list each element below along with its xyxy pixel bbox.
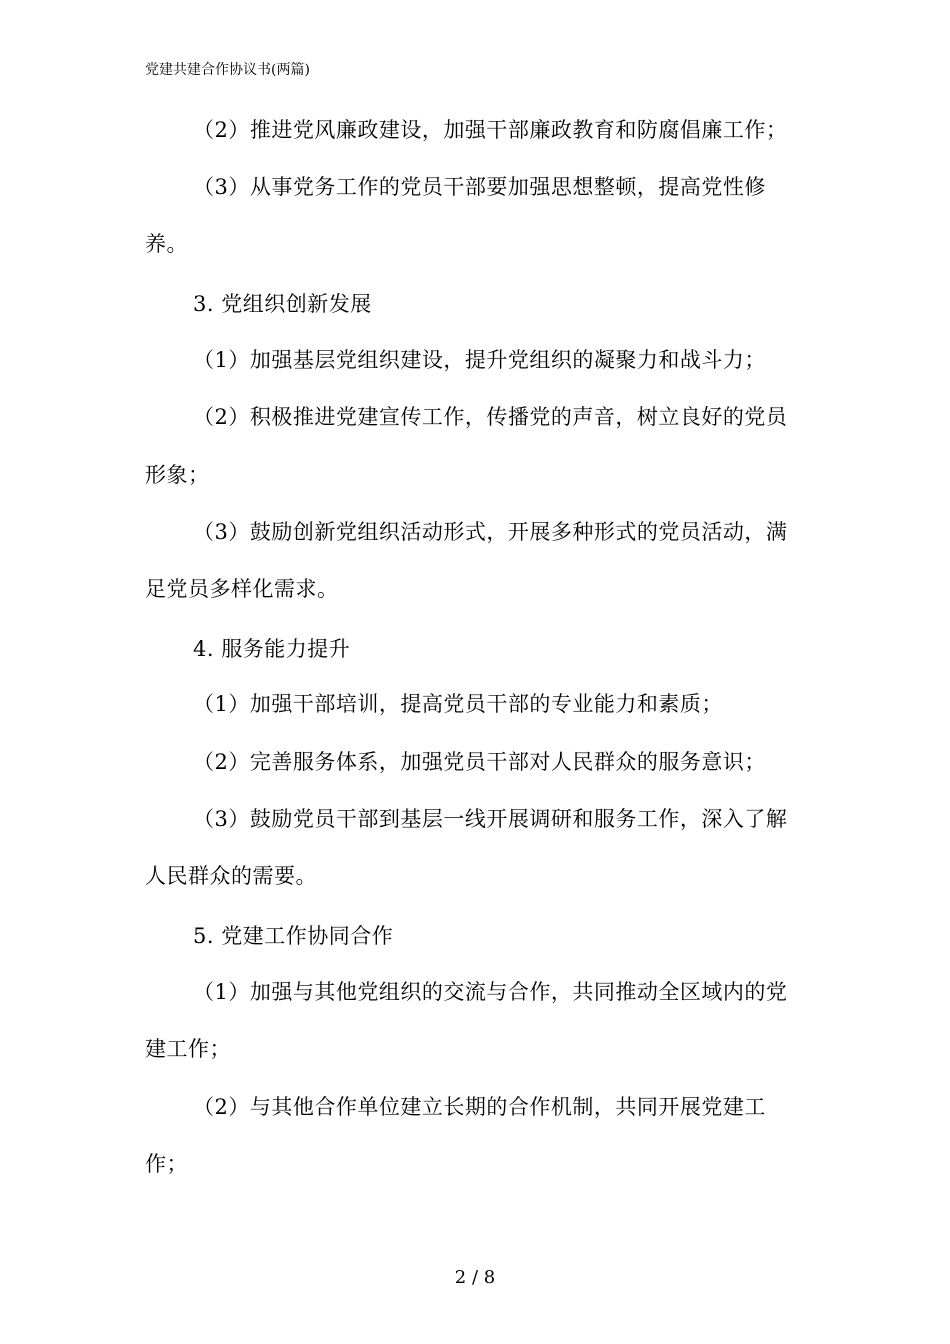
text-line: （1）加强干部培训，提高党员干部的专业能力和素质； <box>193 692 723 716</box>
text-line: （3）鼓励党员干部到基层一线开展调研和服务工作，深入了解 <box>193 807 788 831</box>
section-heading: 4. 服务能力提升 <box>193 637 351 661</box>
text-line: 人民群众的需要。 <box>145 864 317 888</box>
text-line: （3）从事党务工作的党员干部要加强思想整顿，提高党性修 <box>193 175 766 199</box>
text-line: （1）加强基层党组织建设，提升党组织的凝聚力和战斗力； <box>193 348 766 372</box>
section-heading: 5. 党建工作协同合作 <box>193 924 394 948</box>
running-header: 党建共建合作协议书(两篇) <box>145 62 310 78</box>
page-number: 2 / 8 <box>454 1267 496 1288</box>
text-line: 养。 <box>145 232 188 256</box>
text-line: （2）完善服务体系，加强党员干部对人民群众的服务意识； <box>193 750 766 774</box>
text-line: （2）与其他合作单位建立长期的合作机制，共同开展党建工 <box>193 1095 766 1119</box>
section-heading: 3. 党组织创新发展 <box>193 292 372 316</box>
text-line: 形象； <box>145 463 210 487</box>
text-line: 足党员多样化需求。 <box>145 577 339 601</box>
text-line: 作； <box>145 1152 188 1176</box>
text-line: （2）积极推进党建宣传工作，传播党的声音，树立良好的党员 <box>193 405 788 429</box>
text-line: （3）鼓励创新党组织活动形式，开展多种形式的党员活动，满 <box>193 520 788 544</box>
text-line: （2）推进党风廉政建设，加强干部廉政教育和防腐倡廉工作； <box>193 118 788 142</box>
text-line: （1）加强与其他党组织的交流与合作，共同推动全区域内的党 <box>193 980 788 1004</box>
text-line: 建工作； <box>145 1037 231 1061</box>
